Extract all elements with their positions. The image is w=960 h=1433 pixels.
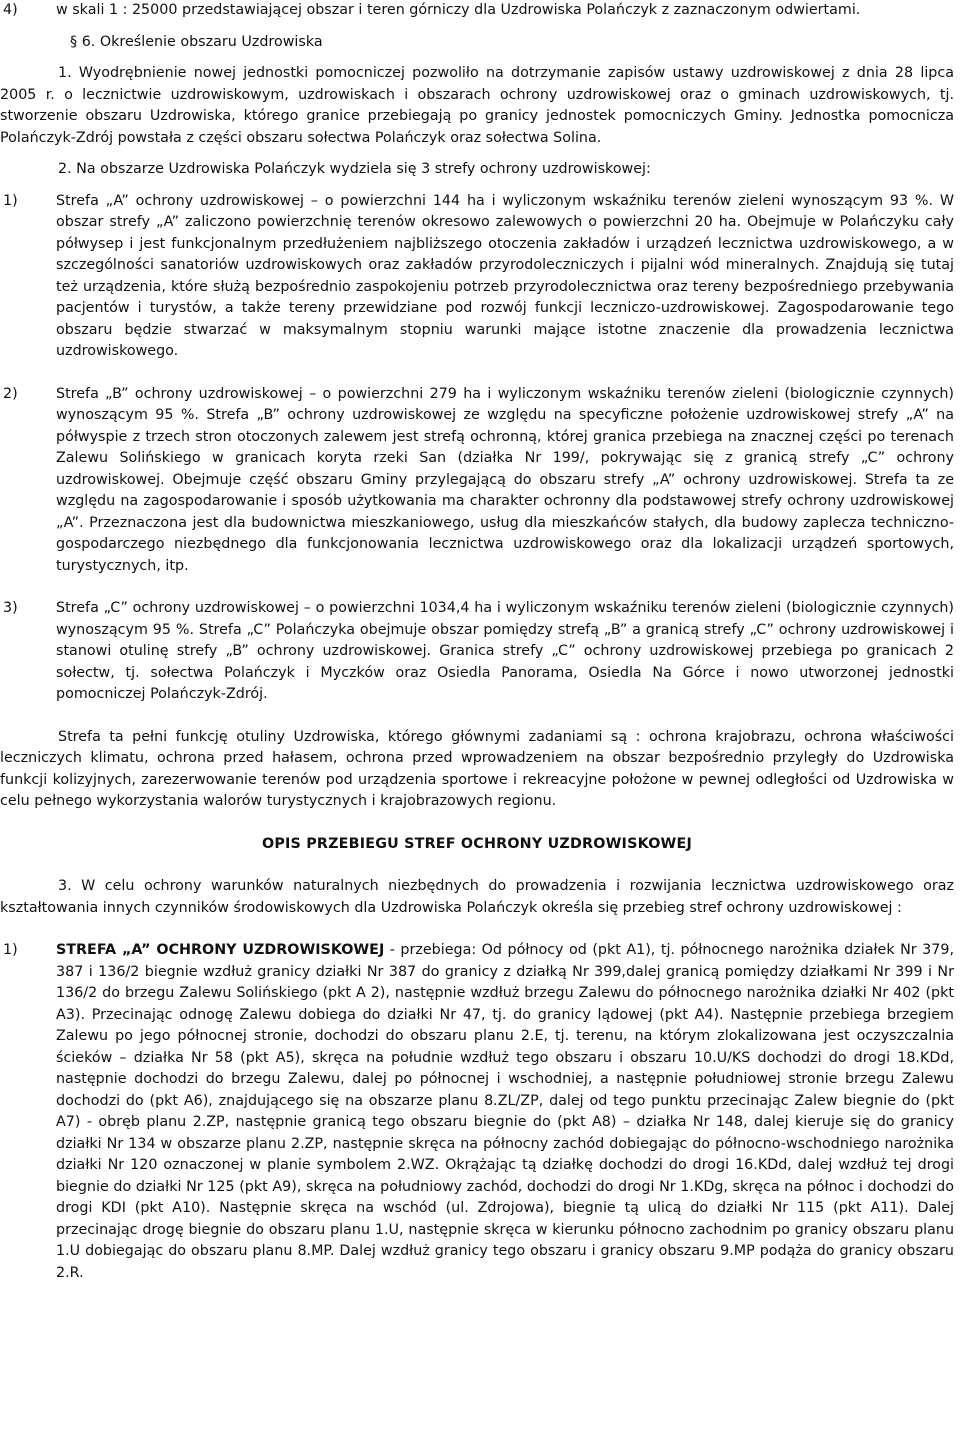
zone-a-item xyxy=(0,191,954,363)
section-heading: OPIS PRZEBIEGU STREF OCHRONY UZDROWISKOWEJ xyxy=(261,835,693,852)
list-number: 3) xyxy=(3,600,18,616)
zone-b-item xyxy=(0,384,954,578)
zone-c-item xyxy=(0,598,954,706)
list-text: Strefa „C” ochrony uzdrowiskowej – o powierzchni 1034,4 ha i wyliczonym wskaźniku terenów zieleni (biologicznie czynnych) wynoszącym 95 %. Strefa „C” Polańczyka obejmuje obszar pomiędzy strefą „B” a granicą strefy „C” ochrony uzdrowiskowej i stanowi otulinę strefy „B” ochrony uzdrowiskowej. Granica strefy „C” ochrony uzdrowiskowej przebiega po granicach 2 sołectw, tj. sołectwa Polańczyk i Myczków oraz Osiedla Panorama, Osiedla Na Górce i nowo utworzonej jednostki pomocniczej Polańczyk-Zdrój. xyxy=(56,600,954,702)
paragraph-1: 1. Wyodrębnienie nowej jednostki pomocniczej pozwoliło na dotrzymanie zapisów ustawy uzdrowiskowej z dnia 28 lipca 2005 r. o lecznictwie uzdrowiskowym, uzdrowiskach i obszarach ochrony uzdrowiskowej oraz o gminach uzdrowiskowych, tj. stworzenie obszaru Uzdrowiska, którego granice przebiegają po granicy jednostek pomocniczych Gminy. Jednostka pomocnicza Polańczyk-Zdrój powstała z części obszaru sołectwa Polańczyk oraz sołectwa Solina. xyxy=(0,65,954,146)
list-text xyxy=(56,940,954,1284)
list-text: Strefa „B” ochrony uzdrowiskowej – o powierzchni 279 ha i wyliczonym wskaźniku terenów zieleni (biologicznie czynnych) wynoszącym 95 %. Strefa „B” ochrony uzdrowiskowej ze względu na specyficzne położenie uzdrowiskowej strefy „A” na półwyspie z trzech stron otoczonych zalewem jest strefą ochronną, której granica przebiega na znacznej części po terenach Zalewu Solińskiego w granicach koryta rzeki San (działka Nr 199/, pokrywając się z granicą strefy „C” ochrony uzdrowiskowej. Obejmuje część obszaru Gminy przylegającą do obszaru strefy „A” ochrony uzdrowiskowej. Strefa ta ze względu na zagospodarowanie i sposób użytkowania ma charakter ochronny dla podstawowej strefy ochrony uzdrowiskowej „A”. Przeznaczona jest dla budownictwa mieszkaniowego, usług dla mieszkańców stałych, dla budowy zaplecza techniczno-gospodarczego niezbędnego dla funkcjonowania lecznictwa uzdrowiskowego oraz dla lokalizacji urządzeń sportowych, turystycznych, itp. xyxy=(56,385,954,574)
list-item-4 xyxy=(0,0,954,22)
list-text: Strefa „A” ochrony uzdrowiskowej – o powierzchni 144 ha i wyliczonym wskaźniku terenów zieleni wynoszącym 93 %. W obszar strefy „A” zaliczono powierzchnię terenów okresowo zalewowych o powierzchni 20 ha. Obejmuje w Polańczyku cały półwysep i jest funkcjonalnym przedłużeniem najbliższego otoczenia zakładów i urządzeń lecznictwa uzdrowiskowego, a w szczególności sanatoriów uzdrowiskowych oraz zakładów przyrodoleczniczych i pijalni wód mineralnych. Znajdują się tutaj też urządzenia, które służą bezpośrednio zaspokojeniu potrzeb przyrodolecznictwa oraz tereny bezpośredniego przebywania pacjentów i turystów, a także tereny przewidziane pod rozwój funkcji leczniczo-uzdrowiskowej. Zagospodarowanie tego obszaru będzie stwarzać w maksymalnym stopniu warunki mające istotne znaczenie dla prowadzenia lecznictwa uzdrowiskowego. xyxy=(56,192,954,359)
paragraph-otulina: Strefa ta pełni funkcję otuliny Uzdrowiska, którego głównymi zadaniami są : ochrona krajobrazu, ochrona właściwości leczniczych klimatu, ochrona przed hałasem, ochrona przed wprowadzeniem na obszar bezpośrednio przyległy do Uzdrowiska funkcji kolizyjnych, zarezerwowanie terenów pod urządzenia sportowe i rekreacyjne położone w pewnej odległości od Uzdrowiska w celu pełnego wykorzystania walorów turystycznych i krajobrazowych regionu. xyxy=(0,728,954,809)
paragraph-2: 2. Na obszarze Uzdrowiska Polańczyk wydziela się 3 strefy ochrony uzdrowiskowej: xyxy=(58,161,651,177)
list-text: w skali 1 : 25000 przedstawiającej obszar i teren górniczy dla Uzdrowiska Polańczyk z zaznaczonym odwiertami. xyxy=(56,2,861,18)
paragraph-3: 3. W celu ochrony warunków naturalnych niezbędnych do prowadzenia i rozwijania lecznictwa uzdrowiskowego oraz kształtowania innych czynników środowiskowych dla Uzdrowiska Polańczyk określa się przebieg stref ochrony uzdrowiskowej : xyxy=(0,878,954,916)
list-number: 1) xyxy=(3,192,18,209)
list-number: 4) xyxy=(3,2,18,18)
section-6-title: § 6. Określenie obszaru Uzdrowiska xyxy=(70,33,323,50)
strefa-a-text: - przebiega: Od północy od (pkt A1), tj. północnego narożnika działek Nr 379, 387 i 136/2 biegnie wzdłuż granicy działki Nr 387 do granicy z działką Nr 399,dalej granicą pomiędzy działkami Nr 399 i Nr 136/2 do brzegu Zalewu Solińskiego (pkt A 2), następnie wzdłuż brzegu Zalewu do północnego narożnika działki Nr 402 (pkt A3). Przecinając odnogę Zalewu dobiega do działki Nr 47, tj. do granicy lądowej (pkt A4). Następnie przebiega brzegiem Zalewu po jego północnej stronie, dochodzi do obszaru planu 2.E, tj. terenu, na którym zlokalizowana jest oczyszczalnia ścieków – działka Nr 58 (pkt A5), skręca na południe wzdłuż tego obszaru i obszaru 10.U/KS dochodzi do drogi 18.KDd, następnie dochodzi do brzegu Zalewu, dalej po północnej i wschodniej, a następnie południowej stronie brzegu Zalewu dochodzi do (pkt A6), znajdującego się na obszarze planu 8.ZL/ZP, dalej od tego punktu przecinając Zalew biegnie do (pkt A7) - obręb planu 2.ZP, następnie granicą tego obszaru biegnie do (pkt A8) – działka Nr 148, dalej kieruje się do granicy działki Nr 134 w obszarze planu 2.ZP, następnie skręca na północny zachód dobiegając do północno-wschodniego narożnika działki Nr 120 oznaczonej w planie symbolem 2.WZ. Okrążając tą działkę dochodzi do drogi 16.KDd, dalej wzdłuż tej drogi biegnie do działki Nr 125 (pkt A9), skręca na południowy zachód, dochodzi do drogi Nr 1.KDg, skręca na północ i dochodzi do drogi KDI (pkt A10). Następnie skręca na wschód (ul. Zdrojowa), biegnie tą ulicą do działki Nr 115 (pkt A11). Dalej przecinając drogę biegnie do obszaru planu 1.U, następnie skręca w kierunku północno zachodnim po granicy obszaru planu 1.U dobiegając do obszaru planu 8.MP. Dalej wzdłuż granicy tego obszaru i granicy obszaru 9.MP podąża do granicy obszaru 2.R. xyxy=(56,942,954,1281)
list-number: 1) xyxy=(3,942,18,958)
strefa-a-item xyxy=(0,940,954,1284)
strefa-a-title: STREFA „A” OCHRONY UZDROWISKOWEJ xyxy=(56,942,385,958)
list-number: 2) xyxy=(3,385,18,402)
